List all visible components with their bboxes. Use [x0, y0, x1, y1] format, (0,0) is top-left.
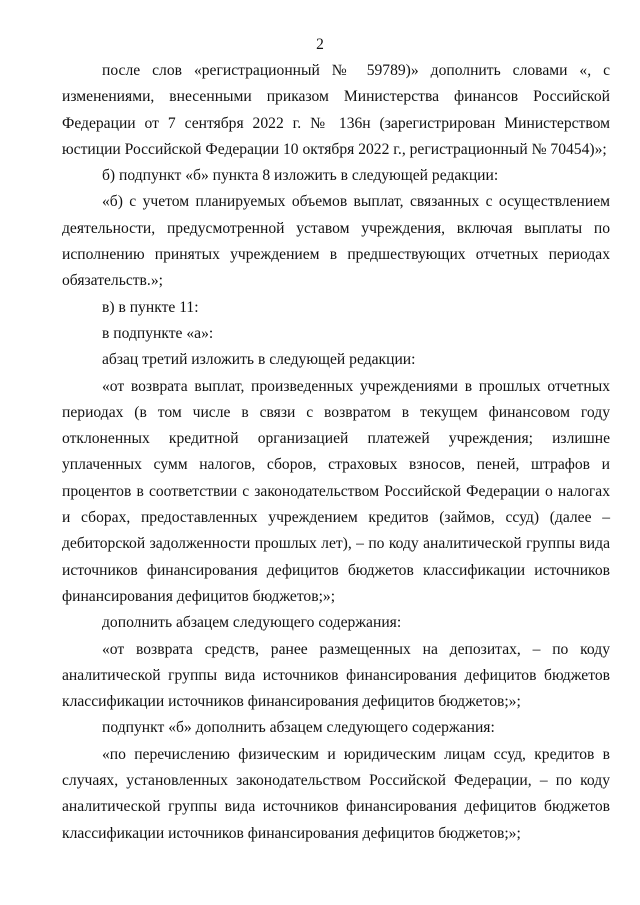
paragraph-quoted-loans: «по перечислению физическим и юридическим лицам ссуд, кредитов в случаях, установленных законодательством Российской Федерации, – по коду аналитической группы вида источников финансирования дефицитов бюджетов классификации источников финансирования дефицитов бюджетов;»; — [62, 745, 610, 842]
paragraph-quoted-deposits: «от возврата средств, ранее размещенных на депозитах, – по коду аналитической группы вида источников финансирования дефицитов бюджетов классификации источников финансирования дефицитов бюджетов;»; — [62, 640, 610, 711]
paragraph-item-b-point-8: б) подпункт «б» пункта 8 изложить в следующей редакции: — [102, 167, 499, 185]
page-number: 2 — [316, 36, 324, 53]
paragraph-quoted-subitem-b: «б) с учетом планируемых объемов выплат, связанных с осуществлением деятельности, предусмотренной уставом учреждения, включая выплаты по исполнению принятых учреждением в предшествующих отчетных периодах обязательств.»; — [62, 193, 610, 290]
paragraph-amendment-registration: после слов «регистрационный № 59789)» дополнить словами «, с изменениями, внесенными приказом Министерства финансов Российской Федерации от 7 сентября 2022 г. № 136н (зарегистрирован Министерством юстиции Российской Федерации 10 октября 2022 г., регистрационный № 70454)»; — [62, 62, 610, 158]
paragraph-add-abzac: дополнить абзацем следующего содержания: — [102, 614, 402, 632]
paragraph-quoted-refund-payments: «от возврата выплат, произведенных учреждениями в прошлых отчетных периодах (в том числе в связи с возвратом в текущем финансовом году отклоненных кредитной организацией платежей учреждения; излишне уплаченных сумм налогов, сборов, страховых взносов, пеней, штрафов и процентов в соответствии с законодательством Российской Федерации о налогах и сборах, предоставленных учреждением кредитов (займов, ссуд) (далее – дебиторской задолженности прошлых лет), – по коду аналитической группы вида источников финансирования дефицитов бюджетов классификации источников финансирования дефицитов бюджетов;»; — [62, 377, 610, 605]
paragraph-subitem-a: в подпункте «а»: — [102, 324, 214, 342]
document-body — [62, 58, 610, 847]
paragraph-item-v-point-11: в) в пункте 11: — [102, 298, 199, 316]
paragraph-third-abzac: абзац третий изложить в следующей редакции: — [102, 351, 416, 369]
paragraph-subitem-b-add: подпункт «б» дополнить абзацем следующего содержания: — [102, 719, 495, 737]
